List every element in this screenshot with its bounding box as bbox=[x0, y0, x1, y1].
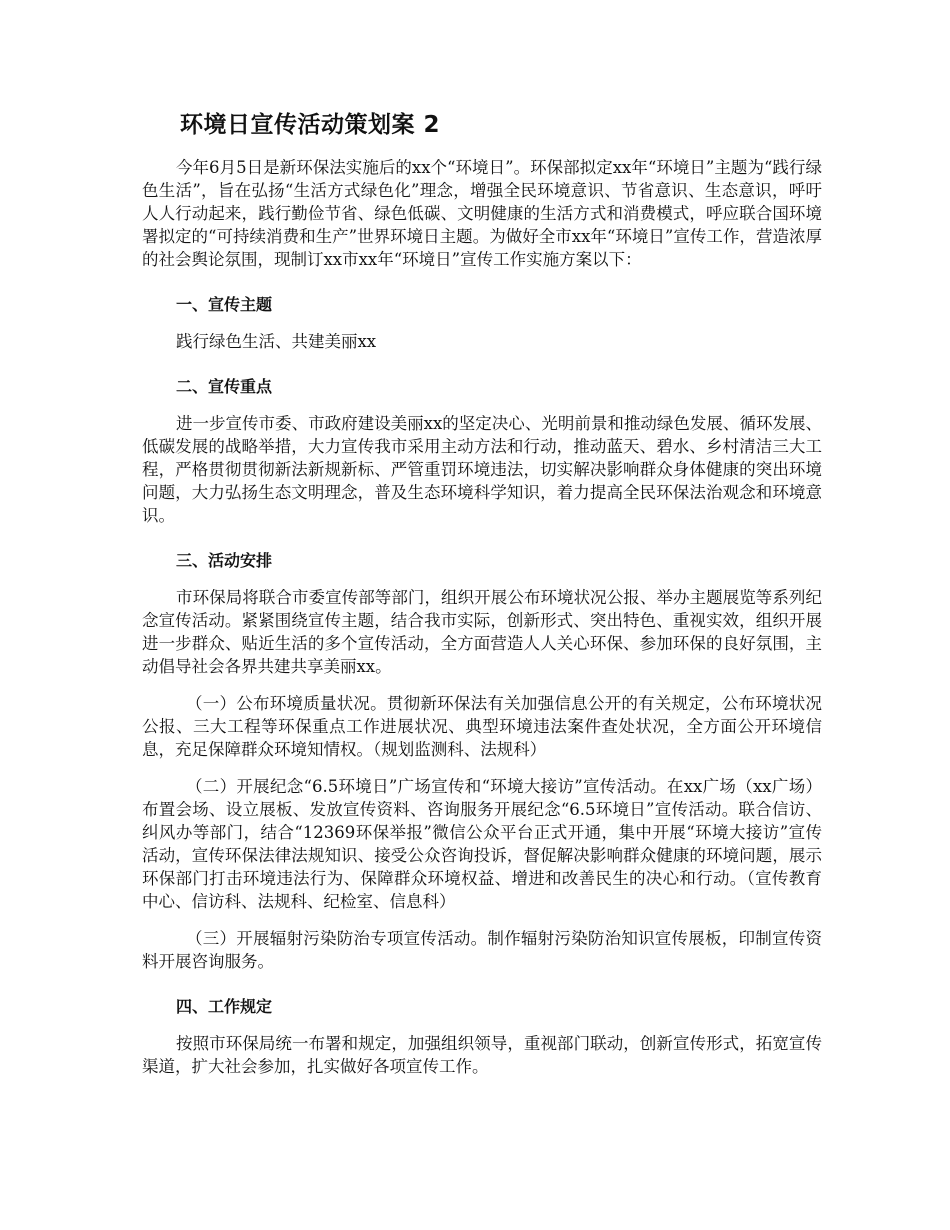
activity-item-2: （二）开展纪念“6.5环境日”广场宣传和“环境大接访”宣传活动。在xx广场（xx广场）布置会场、设立展板、发放宣传资料、咨询服务开展纪念“6.5环境日”宣传活动。联合信访、纠风办等部门，结合“12369环保举报”微信公众平台正式开通，集中开展“环境大接访”宣传活动，宣传环保法律法规知识、接受公众咨询投诉，督促解决影响群众健康的环境问题，展示环保部门打击环境违法行为、保障群众环境权益、增进和改善民生的决心和行动。（宣传教育中心、信访科、法规科、纪检室、信息科） bbox=[142, 777, 822, 911]
intro-paragraph: 今年6月5日是新环保法实施后的xx个“环境日”。环保部拟定xx年“环境日”主题为“践行绿色生活”，旨在弘扬“生活方式绿色化”理念，增强全民环境意识、节省意识、生态意识，呼吁人人行动起来，践行勤俭节省、绿色低碳、文明健康的生活方式和消费模式，呼应联合国环境署拟定的“可持续消费和生产”世界环境日主题。为做好全市xx年“环境日”宣传工作，营造浓厚的社会舆论氛围，现制订xx市xx年“环境日”宣传工作实施方案以下： bbox=[142, 158, 822, 269]
document-page bbox=[142, 108, 822, 1092]
section-heading-theme: 一、宣传主题 bbox=[176, 295, 273, 314]
focus-paragraph: 进一步宣传市委、市政府建设美丽xx的坚定决心、光明前景和推动绿色发展、循环发展、低碳发展的战略举措，大力宣传我市采用主动方法和行动，推动蓝天、碧水、乡村清洁三大工程，严格贯彻贯彻新法新规新标、严管重罚环境违法，切实解决影响群众身体健康的突出环境问题，大力弘扬生态文明理念，普及生态环境科学知识，着力提高全民环保法治观念和环境意识。 bbox=[142, 414, 822, 525]
document-title: 环境日宣传活动策划案 2 bbox=[180, 112, 441, 138]
theme-paragraph: 践行绿色生活、共建美丽xx bbox=[176, 332, 377, 351]
section-heading-activities: 三、活动安排 bbox=[176, 551, 273, 570]
section-heading-focus: 二、宣传重点 bbox=[176, 377, 273, 396]
activities-paragraph: 市环保局将联合市委宣传部等部门，组织开展公布环境状况公报、举办主题展览等系列纪念宣传活动。紧紧围绕宣传主题，结合我市实际，创新形式、突出特色、重视实效，组织开展进一步群众、贴近生活的多个宣传活动，全方面营造人人关心环保、参加环保的良好氛围，主动倡导社会各界共建共享美丽xx。 bbox=[142, 588, 822, 676]
activity-item-3: （三）开展辐射污染防治专项宣传活动。制作辐射污染防治知识宣传展板，印制宣传资料开展咨询服务。 bbox=[142, 929, 822, 971]
requirements-paragraph: 按照市环保局统一布署和规定，加强组织领导，重视部门联动，创新宣传形式，拓宽宣传渠道，扩大社会参加，扎实做好各项宣传工作。 bbox=[142, 1034, 822, 1076]
activity-item-1: （一）公布环境质量状况。贯彻新环保法有关加强信息公开的有关规定，公布环境状况公报、三大工程等环保重点工作进展状况、典型环境违法案件查处状况，全方面公开环境信息，充足保障群众环境知情权。（规划监测科、法规科） bbox=[142, 694, 822, 759]
section-heading-requirements: 四、工作规定 bbox=[176, 997, 273, 1016]
